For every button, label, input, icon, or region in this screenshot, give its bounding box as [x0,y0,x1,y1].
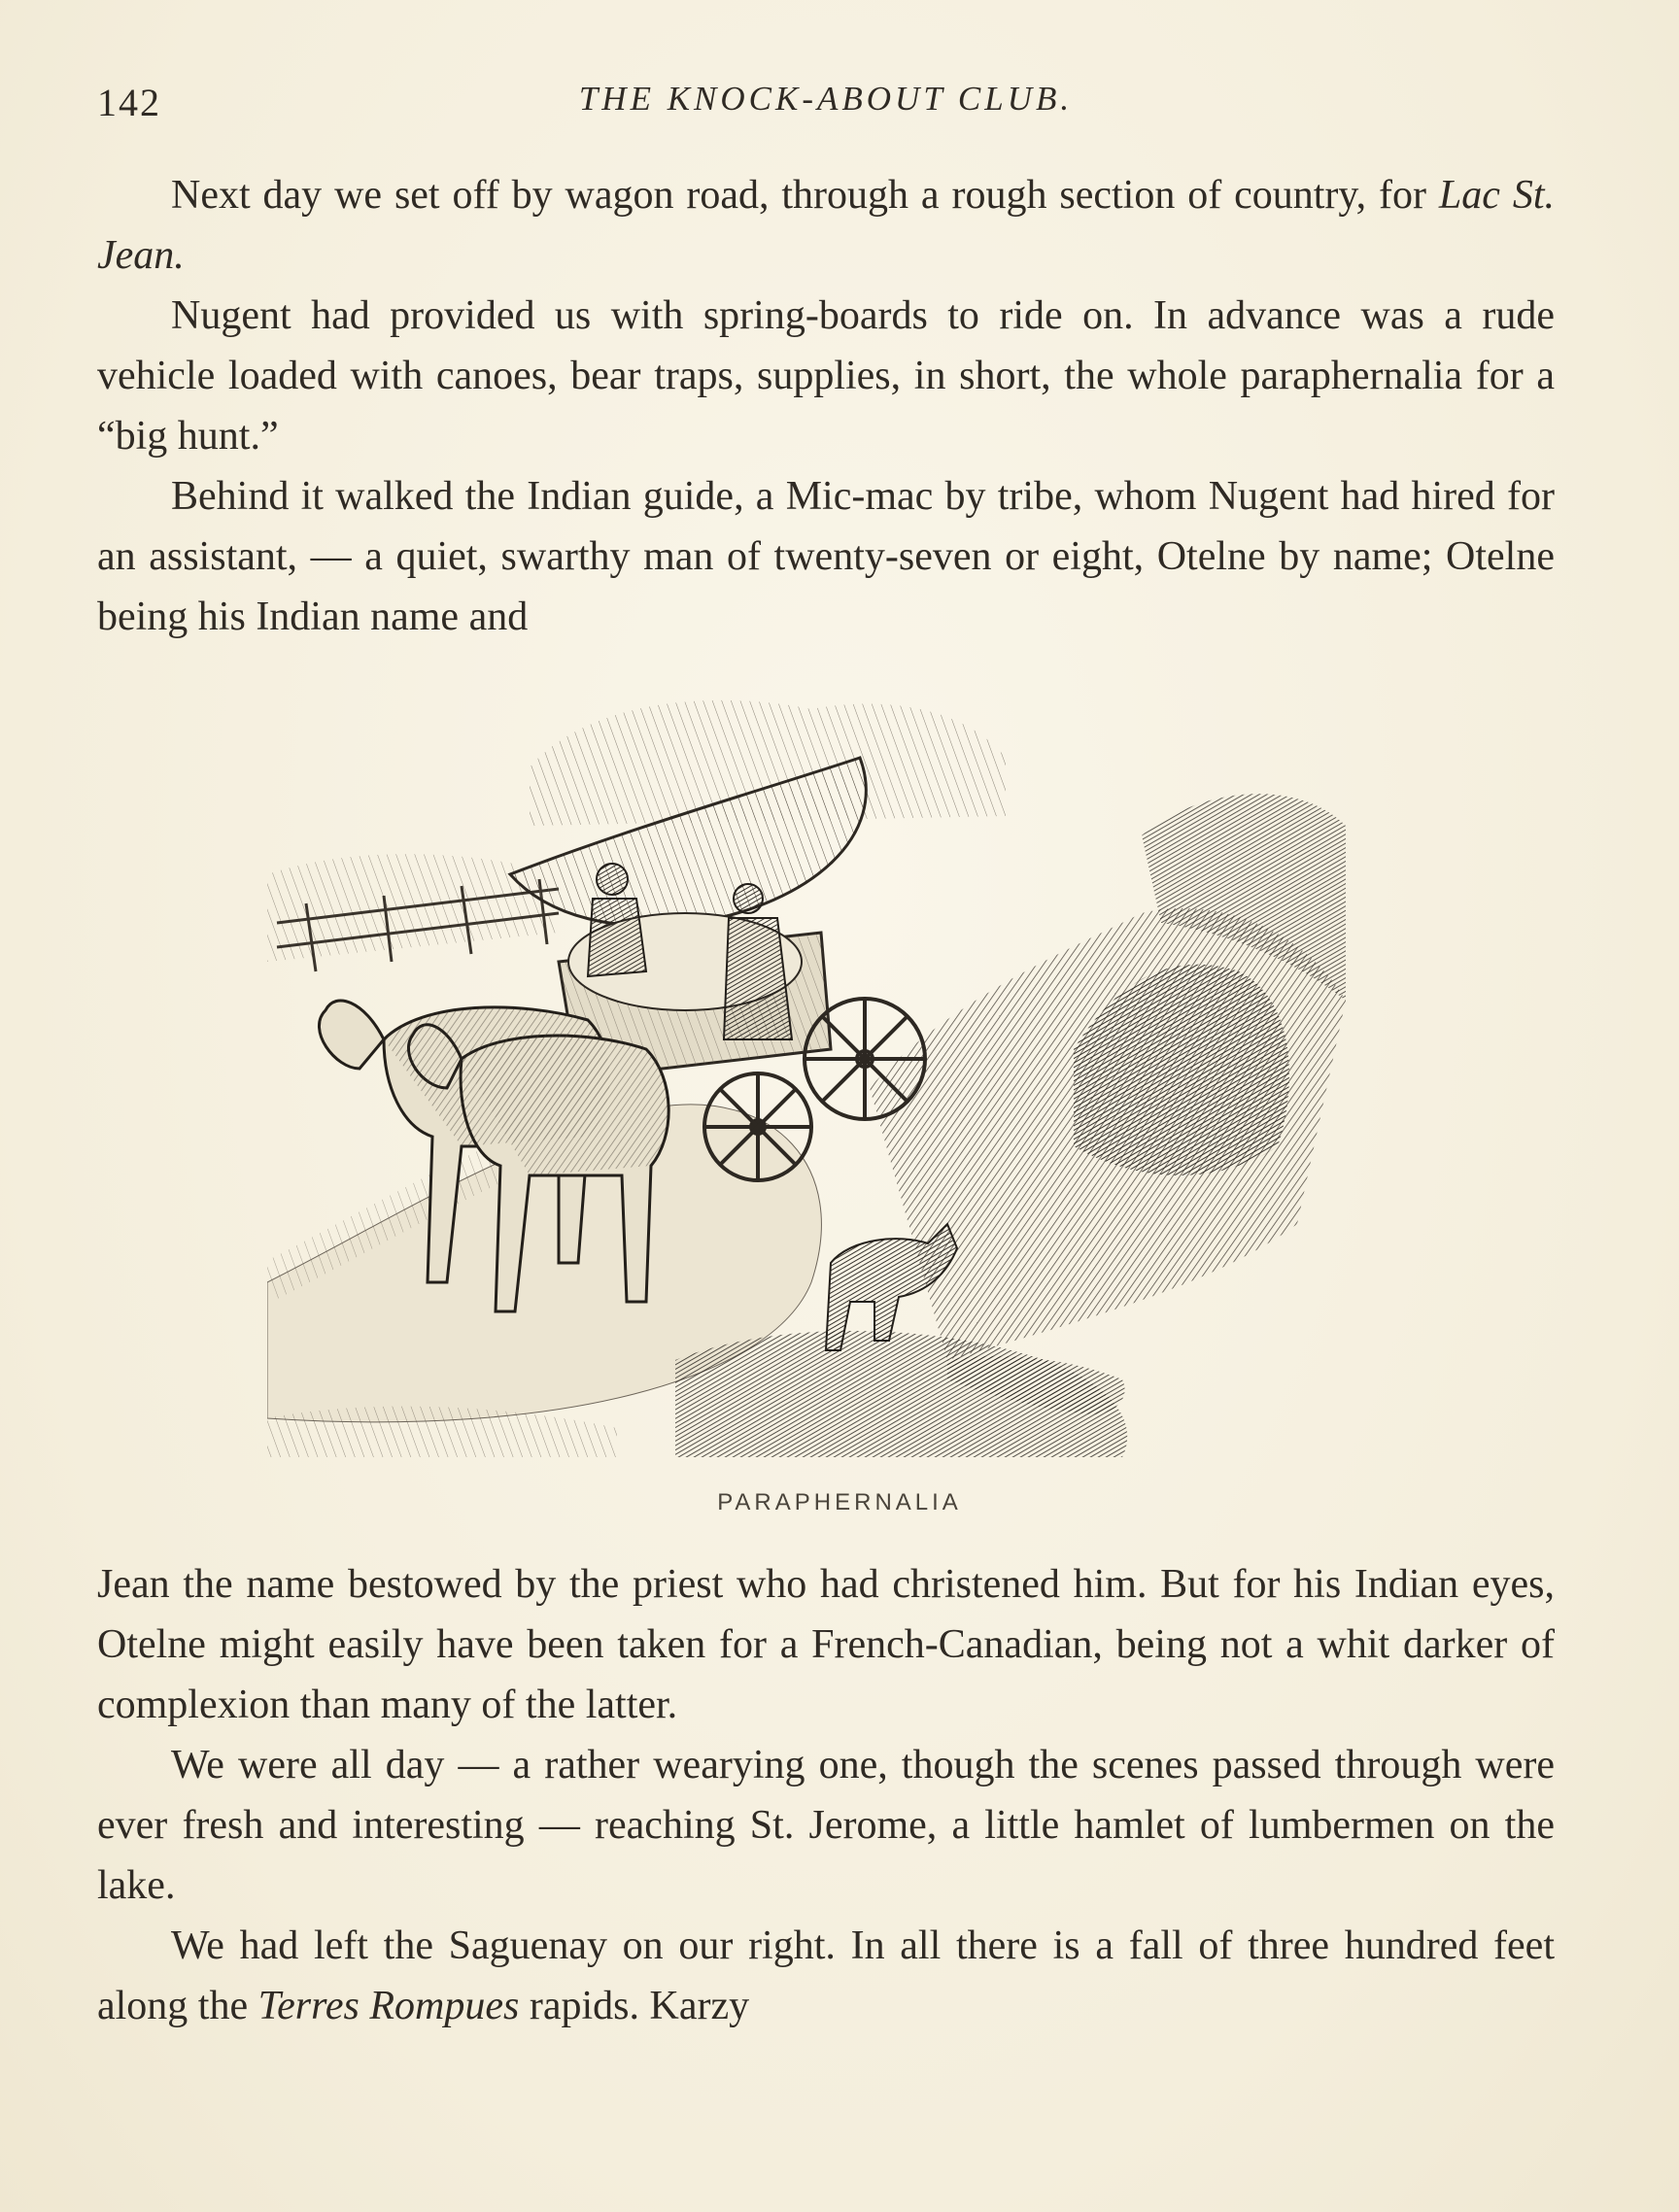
page-number: 142 [97,81,161,124]
page-header [97,80,1555,138]
figure-caption: PARAPHERNALIA [717,1489,962,1515]
paragraph: Jean the name bestowed by the priest who had christened him. But for his Indian eyes, Otelne might easily have been taken for a French-Canadian, being not a whit darker of complexion than many of the latter. [97,1562,1555,1727]
engraving-wagon-horses-icon [267,680,1414,1477]
bottom-text-block [97,1554,1555,2036]
paragraph: Behind it walked the Indian guide, a Mic-mac by tribe, whom Nugent had hired for an assistant, — a quiet, swarthy man of twenty-seven or eight, Otelne by name; Otelne being his Indian name and [97,474,1555,639]
paragraph: Nugent had provided us with spring-boards to ride on. In advance was a rude vehicle loaded with canoes, bear traps, supplies, in short, the whole paraphernalia for a “big hunt.” [97,293,1555,459]
paragraph: We were all day — a rather wearying one, though the scenes passed through were ever fresh and interesting — reaching St. Jerome, a little hamlet of lumbermen on the lake. [97,1743,1555,1908]
top-text-block [97,165,1555,647]
paragraph: We had left the Saguenay on our right. In all there is a fall of three hundred feet along the Terres Rompues rapids. Karzy [97,1923,1555,2028]
paragraph: Next day we set off by wagon road, through a rough section of country, for Lac St. Jean. [97,173,1555,278]
running-head: THE KNOCK-ABOUT CLUB. [578,80,1074,118]
